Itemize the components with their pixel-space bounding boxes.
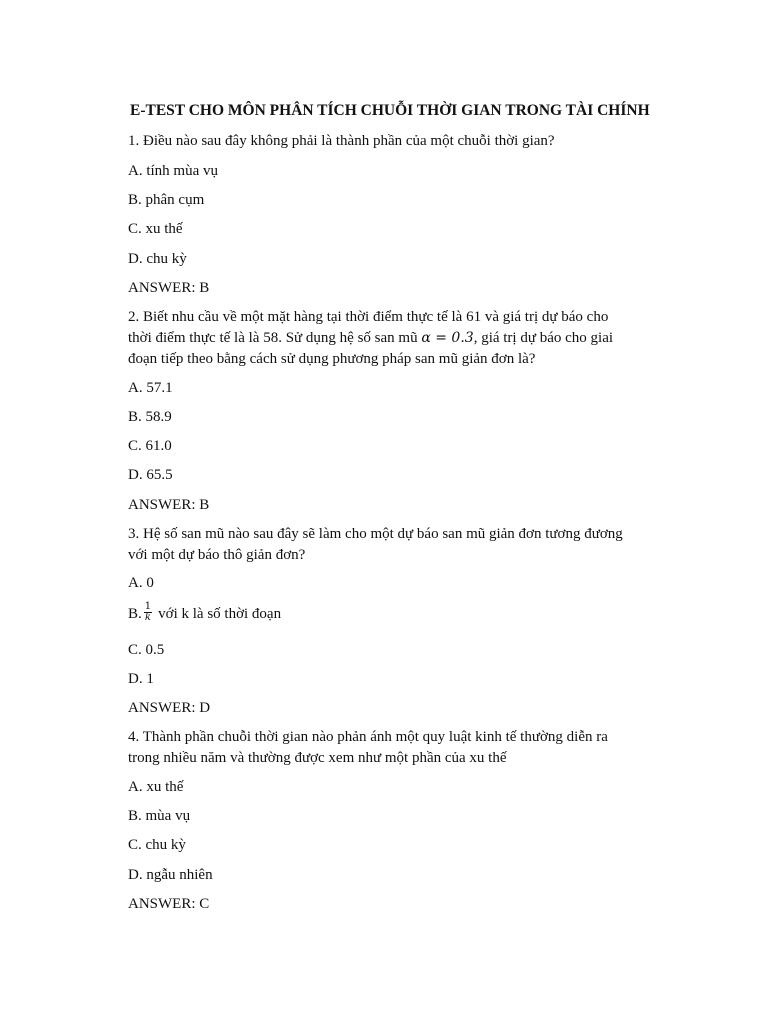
question-1-option-a: A. tính mùa vụ <box>128 163 218 179</box>
question-2-answer: ANSWER: B <box>128 497 210 513</box>
alpha-formula: α = 0.3 <box>421 330 474 346</box>
question-1-option-b: B. phân cụm <box>128 192 205 208</box>
question-2-line-2 <box>128 328 613 349</box>
question-2-line-2-post: , giá trị dự báo cho giai <box>473 330 614 346</box>
question-3-option-a: A. 0 <box>128 575 154 591</box>
question-1-answer: ANSWER: B <box>128 280 210 296</box>
question-4-line-1: 4. Thành phần chuỗi thời gian nào phản ánh một quy luật kinh tế thường diễn ra <box>128 729 608 745</box>
question-1-option-d: D. chu kỳ <box>128 251 187 267</box>
question-2-line-3: đoạn tiếp theo bằng cách sử dụng phương pháp san mũ giản đơn là? <box>128 351 536 367</box>
question-4-line-2: trong nhiều năm và thường được xem như một phần của xu thế <box>128 750 507 766</box>
question-1-option-c: C. xu thế <box>128 221 183 237</box>
question-2-line-2-pre: thời điểm thực tế là là 58. Sử dụng hệ số san mũ <box>128 330 422 346</box>
question-2-line-1: 2. Biết nhu cầu về một mặt hàng tại thời điểm thực tế là 61 và giá trị dự báo cho <box>128 309 609 325</box>
question-4-option-b: B. mùa vụ <box>128 808 191 824</box>
question-3-option-b <box>128 601 282 625</box>
question-3-line-1: 3. Hệ số san mũ nào sau đây sẽ làm cho một dự báo san mũ giản đơn tương đương <box>128 526 623 542</box>
question-2-option-c: C. 61.0 <box>128 438 172 454</box>
question-3-option-c: C. 0.5 <box>128 642 165 658</box>
question-4-answer: ANSWER: C <box>128 896 210 912</box>
fraction-1-over-k <box>144 602 152 623</box>
document-title: E-TEST CHO MÔN PHÂN TÍCH CHUỖI THỜI GIAN TRONG TÀI CHÍNH <box>130 102 650 119</box>
fraction-denominator: k <box>144 612 151 624</box>
question-3-answer: ANSWER: D <box>128 700 211 716</box>
question-3-option-d: D. 1 <box>128 671 154 687</box>
question-2-option-a: A. 57.1 <box>128 380 173 396</box>
question-1-text: 1. Điều nào sau đây không phải là thành phần của một chuỗi thời gian? <box>128 133 555 149</box>
fraction-numerator: 1 <box>144 601 152 613</box>
question-3-option-b-suffix: với k là số thời đoạn <box>158 606 282 622</box>
question-3-option-b-prefix: B. <box>128 606 142 622</box>
question-3-line-2: với một dự báo thô giản đơn? <box>128 547 306 563</box>
question-4-option-d: D. ngẫu nhiên <box>128 867 213 883</box>
question-2-option-b: B. 58.9 <box>128 409 172 425</box>
question-2-option-d: D. 65.5 <box>128 467 173 483</box>
question-4-option-a: A. xu thế <box>128 779 184 795</box>
question-4-option-c: C. chu kỳ <box>128 837 186 853</box>
